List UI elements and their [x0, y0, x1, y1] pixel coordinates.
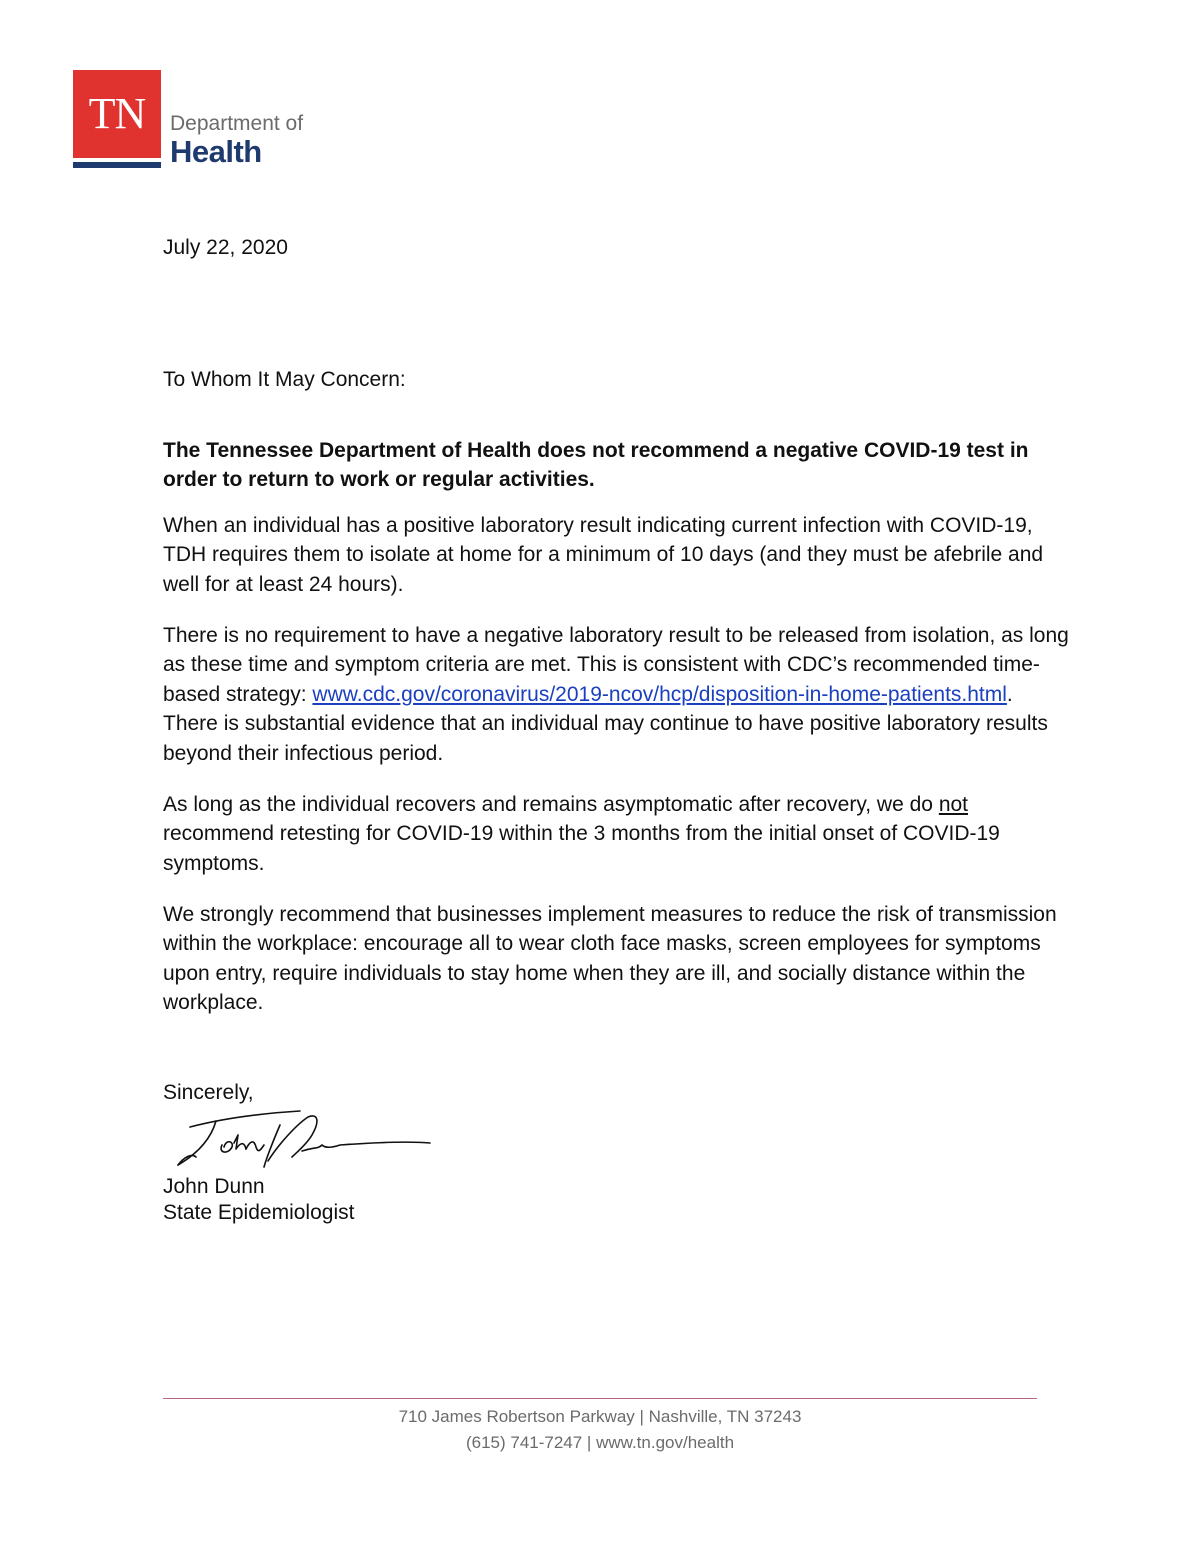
paragraph-no-requirement	[163, 621, 1073, 768]
underlined-not: not	[938, 793, 969, 816]
closing: Sincerely,	[163, 1081, 254, 1104]
footer-address: 710 James Robertson Parkway | Nashville, TN 37243	[398, 1407, 802, 1426]
logo-department-text: Department of	[170, 112, 304, 135]
salutation: To Whom It May Concern:	[163, 368, 406, 391]
paragraph-text: There is no requirement to have a negative laboratory result to be released from isolation, as long as these time and symptom criteria are met. This is consistent with CDC’s recommended time-based strategy:	[163, 624, 1069, 706]
paragraph-text: recommend retesting for COVID-19 within the 3 months from the initial onset of COVID-19 symptoms.	[163, 822, 1000, 875]
signer-name: John Dunn	[163, 1175, 265, 1198]
logo-underline	[73, 162, 161, 168]
paragraph-isolation: When an individual has a positive laboratory result indicating current infection with COVID-19, TDH requires them to isolate at home for a minimum of 10 days (and they must be afebrile and well for at least 24 hours).	[163, 514, 1044, 596]
signer-title: State Epidemiologist	[163, 1201, 355, 1224]
paragraph-text: As long as the individual recovers and remains asymptomatic after recovery, we do	[163, 793, 939, 816]
signer-block	[163, 1174, 1073, 1226]
cdc-link[interactable]: www.cdc.gov/coronavirus/2019-ncov/hcp/disposition-in-home-patients.html	[312, 682, 1007, 706]
paragraph-retesting	[163, 790, 1073, 878]
footer-contact: (615) 741-7247 | www.tn.gov/health	[465, 1433, 735, 1452]
footer-divider	[163, 1398, 1037, 1399]
logo-tn-mark: TN	[73, 70, 161, 158]
paragraph-text: . There is substantial evidence that an individual may continue to have positive laboratory results beyond their infectious period.	[163, 682, 1048, 765]
letter-date: July 22, 2020	[163, 236, 288, 259]
signature-image	[168, 1105, 438, 1175]
paragraph-business-measures: We strongly recommend that businesses implement measures to reduce the risk of transmission within the workplace: encourage all to wear cloth face masks, screen employees for symptoms upon entry, require individuals to stay home when they are ill, and socially distance within the workplace.	[163, 903, 1057, 1015]
logo-health-text: Health	[170, 134, 262, 169]
tn-health-logo	[73, 70, 313, 180]
headline: The Tennessee Department of Health does not recommend a negative COVID-19 test in order to return to work or regular activities.	[163, 439, 1029, 492]
